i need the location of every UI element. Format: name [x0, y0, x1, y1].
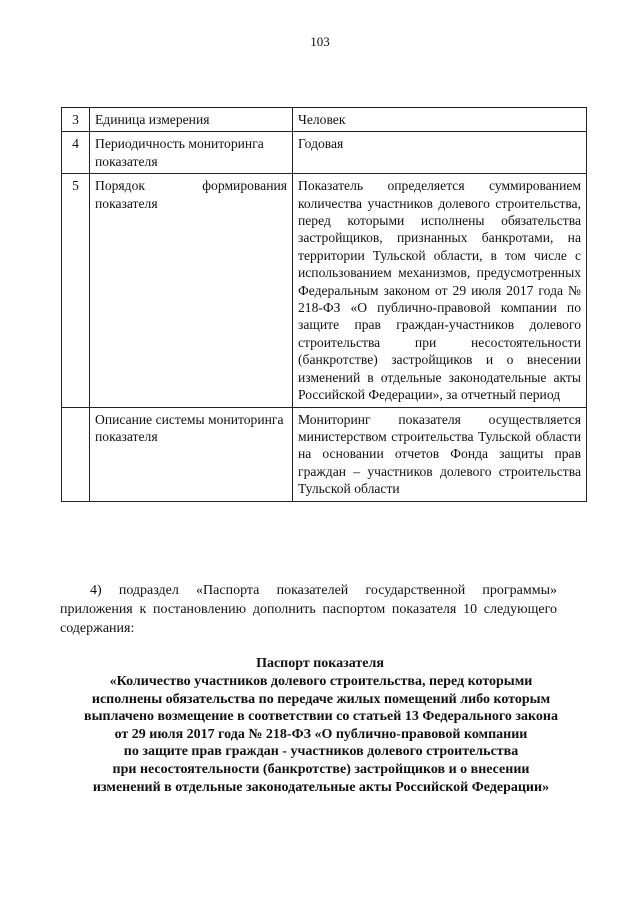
row-name: Описание системы мониторинга показателя [90, 407, 293, 501]
passport-title: Паспорт показателя [256, 656, 384, 671]
body-paragraph: 4) подраздел «Паспорта показателей государственной программы» приложения к постановлению дополнить паспортом показателя 10 следующего содержания: [60, 583, 557, 636]
table-row [62, 407, 587, 501]
row-name: Порядок формирования показателя [90, 174, 293, 407]
row-number: 3 [62, 108, 90, 132]
row-number: 5 [62, 174, 90, 407]
row-number: 4 [62, 132, 90, 174]
row-name: Периодичность мониторинга показателя [90, 132, 293, 174]
row-value: Мониторинг показателя осуществляется министерством строительства Тульской области на основании отчетов Фонда защиты прав граждан – участников долевого строительства Тульской области [293, 407, 587, 501]
page-number: 103 [310, 34, 330, 49]
row-value: Человек [293, 108, 587, 132]
row-value: Показатель определяется суммированием количества участников долевого строительства, перед которыми исполнены обязательства застройщиков, признанных банкротами, на территории Тульской области, в том числе с использованием механизмов, предусмотренных Федеральным законом от 29 июля 2017 года № 218-ФЗ «О публично-правовой компании по защите прав граждан-участников долевого строительства при несостоятельности (банкротстве) застройщиков и о внесении изменений в отдельные законодательные акты Российской Федерации», за отчетный период [293, 174, 587, 407]
row-value: Годовая [293, 132, 587, 174]
passport-subtitle: «Количество участников долевого строительства, перед которыми исполнены обязательства по передаче жилых помещений либо которым выплачено возмещение в соответствии со статьей 13 Федерального закона от 29 июля 2017 года № 218-ФЗ «О публично-правовой компании по защите прав граждан - участников долевого строительства при несостоятельности (банкротстве) застройщиков и о внесении изменений в отдельные законодательные акты Российской Федерации» [84, 674, 558, 795]
indicator-passport-table [61, 107, 587, 502]
table-row [62, 108, 587, 132]
table-row [62, 174, 587, 407]
table-row [62, 132, 587, 174]
row-name: Единица измерения [90, 108, 293, 132]
row-number [62, 407, 90, 501]
